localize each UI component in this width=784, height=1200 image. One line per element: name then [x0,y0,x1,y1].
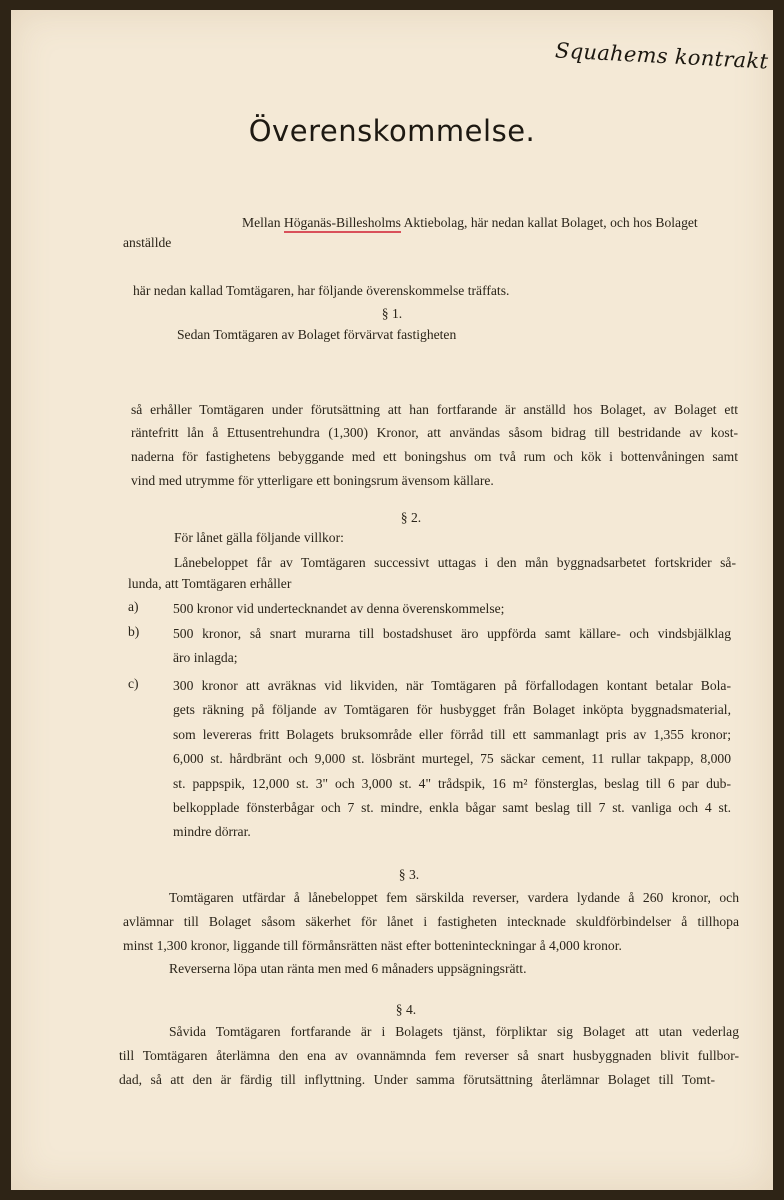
item-c-label: c) [128,676,139,691]
section-1-line: räntefritt lån å Ettusentrehundra (1,300) Kronor, att användas såsom bidrag till bestridande av kost- [131,425,738,440]
section-2-line: Lånebeloppet får av Tomtägaren successivt uttagas i den mån byggnadsarbetet fortskrider så- [174,555,736,570]
item-b-label: b) [128,624,140,639]
item-a-label: a) [128,599,139,614]
section-1-line: vind med utrymme för ytterligare ett boningsrum ävensom källare. [131,473,494,488]
section-3-line: avlämnar till Bolaget såsom säkerhet för lånet i fastigheten intecknade skuldförbindelser å tillhopa [123,914,739,929]
handwritten-note: Squahems kontrakt [554,38,769,74]
section-3-line: Tomtägaren utfärdar å lånebeloppet fem särskilda reverser, vardera lydande å 260 kronor, och [169,890,739,905]
section-2-line: För lånet gälla följande villkor: [174,530,344,545]
company-name: Höganäs-Billesholms [284,215,401,233]
item-c-line: mindre dörrar. [173,824,251,839]
section-3-line: Reverserna löpa utan ränta men med 6 månaders uppsägningsrätt. [169,961,527,976]
item-c-line: st. pappspik, 12,000 st. 3" och 3,000 st. 4" trådspik, 16 m² fönsterglas, beslag till 6 par dub- [173,776,731,791]
intro-line-1: Mellan Höganäs-Billesholms Aktiebolag, här nedan kallat Bolaget, och hos Bolaget [242,215,698,231]
item-c-line: som levereras fritt Bolagets bruksområde eller förråd till ett sammanlagt pris av 1,355 kronor; [173,727,731,742]
section-2-heading: § 2. [400,510,422,525]
section-4-line: Såvida Tomtägaren fortfarande är i Bolagets tjänst, förpliktar sig Bolaget att utan vederlag [169,1024,739,1039]
section-1-heading: § 1. [381,306,403,321]
document-page [11,10,773,1190]
section-4-line: dad, så att den är färdig till inflyttning. Under samma förutsättning återlämnar Bolaget till Tomt- [119,1072,715,1087]
section-1-line: så erhåller Tomtägaren under förutsättning att han fortfarande är anställd hos Bolaget, av Bolaget ett [131,402,738,417]
item-b-line: 500 kronor, så snart murarna till bostadshuset äro uppförda samt källare- och vindsbjälklag [173,626,731,641]
item-c-line: belkopplade fönsterbågar och 7 st. mindre, enkla bågar samt beslag till 7 st. vanliga och 4 st. [173,800,731,815]
item-a-line: 500 kronor vid undertecknandet av denna överenskommelse; [173,601,505,616]
intro-line-3: här nedan kallad Tomtägaren, har följande överenskommelse träffats. [133,283,510,298]
section-4-line: till Tomtägaren återlämna den ena av ovannämnda fem reverser så snart husbyggnaden blivit fullbor- [119,1048,739,1063]
section-2-line: lunda, att Tomtägaren erhåller [128,576,292,591]
intro-line-2: anställde [123,235,172,250]
document-title: Överenskommelse. [248,114,536,148]
item-c-line: gets räkning på följande av Tomtägaren för husbygget från Bolaget inköpta byggnadsmaterial, [173,702,731,717]
section-4-heading: § 4. [395,1002,417,1017]
item-c-line: 6,000 st. hårdbränt och 9,000 st. lösbränt murtegel, 75 säckar cement, 11 rullar takpapp, 8,000 [173,751,731,766]
section-1-line: Sedan Tomtägaren av Bolaget förvärvat fastigheten [177,327,457,342]
section-3-heading: § 3. [398,867,420,882]
section-3-line: minst 1,300 kronor, liggande till förmånsrätten näst efter botteninteckningar å 4,000 kronor. [123,938,622,953]
item-c-line: 300 kronor att avräknas vid likviden, när Tomtägaren på förfallodagen kontant betalar Bola- [173,678,731,693]
item-b-line: äro inlagda; [173,650,238,665]
section-1-line: naderna för fastighetens bebyggande med ett boningshus om två rum och kök i bottenvåningen samt [131,449,738,464]
